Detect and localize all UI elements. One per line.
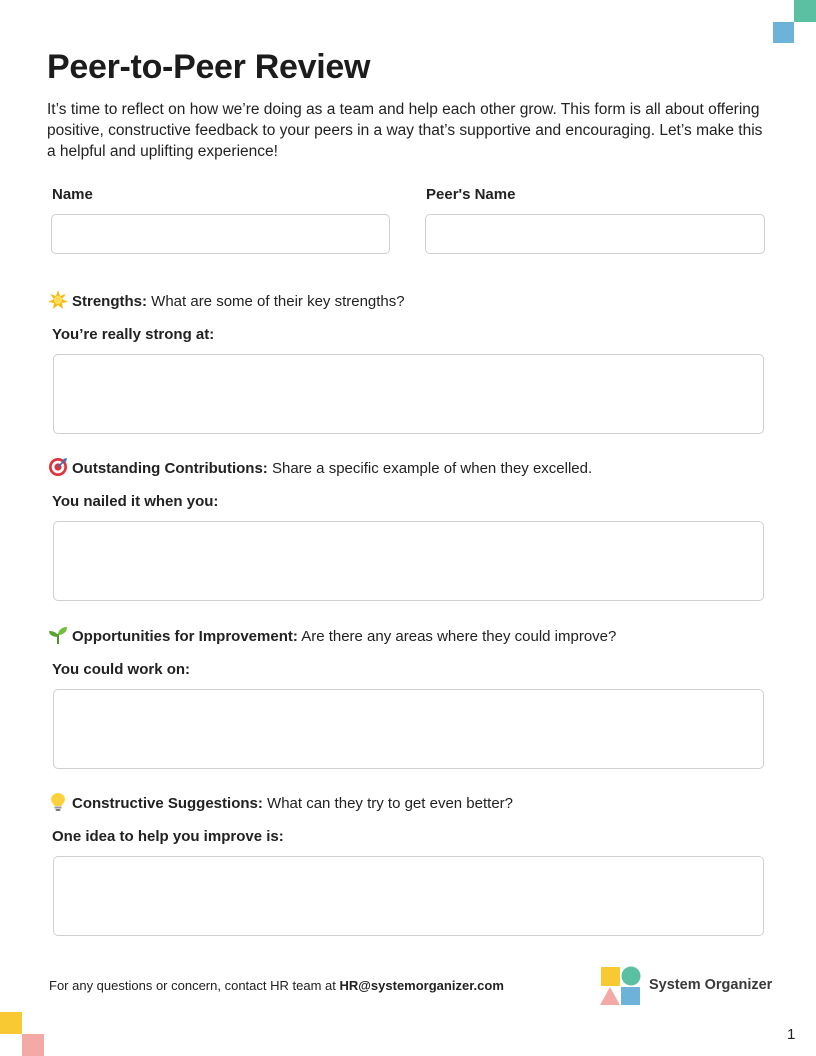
section-contributions <box>48 457 592 477</box>
brand-name: System Organizer <box>649 977 773 993</box>
contributions-textarea[interactable] <box>53 521 764 601</box>
section-improvement <box>48 625 616 645</box>
prompt-label: One idea to help you improve is: <box>52 828 284 845</box>
section-question: Share a specific example of when they excelled. <box>271 460 593 477</box>
sun-icon <box>48 290 68 310</box>
name-label: Name <box>52 186 93 203</box>
prompt-label: You nailed it when you: <box>52 493 219 510</box>
section-heading: Constructive Suggestions: <box>72 795 263 812</box>
section-heading: Outstanding Contributions: <box>72 460 268 477</box>
seedling-icon <box>48 625 68 645</box>
corner-square-yellow <box>0 1012 22 1034</box>
footer-contact <box>49 978 504 993</box>
section-suggestions <box>48 792 513 812</box>
corner-square-teal <box>794 0 816 22</box>
section-question: Are there any areas where they could improve? <box>301 628 617 645</box>
peer-name-label: Peer's Name <box>426 186 516 203</box>
target-icon <box>48 457 68 477</box>
section-strengths <box>48 290 405 310</box>
strengths-textarea[interactable] <box>53 354 764 434</box>
improvement-textarea[interactable] <box>53 689 764 769</box>
suggestions-textarea[interactable] <box>53 856 764 936</box>
system-organizer-logo-icon <box>600 966 642 1006</box>
section-question: What can they try to get even better? <box>267 795 514 812</box>
page-number: 1 <box>787 1026 796 1043</box>
corner-square-blue <box>773 22 794 43</box>
hr-email-link[interactable]: HR@systemorganizer.com <box>339 978 504 993</box>
name-input[interactable] <box>51 214 390 254</box>
corner-square-pink <box>22 1034 44 1056</box>
peer-name-input[interactable] <box>425 214 765 254</box>
footer-note-text: For any questions or concern, contact HR team at <box>49 978 336 993</box>
prompt-label: You’re really strong at: <box>52 326 215 343</box>
section-question: What are some of their key strengths? <box>151 293 405 310</box>
section-heading: Strengths: <box>72 293 147 310</box>
intro-text: It’s time to reflect on how we’re doing as a team and help each other grow. This form is all about offering positive, constructive feedback to your peers in a way that’s supportive and encouraging. Let’s make this a helpful and uplifting experience! <box>47 101 763 160</box>
lightbulb-icon <box>48 792 68 812</box>
prompt-label: You could work on: <box>52 661 191 678</box>
section-heading: Opportunities for Improvement: <box>72 628 298 645</box>
page-title: Peer-to-Peer Review <box>47 48 371 86</box>
